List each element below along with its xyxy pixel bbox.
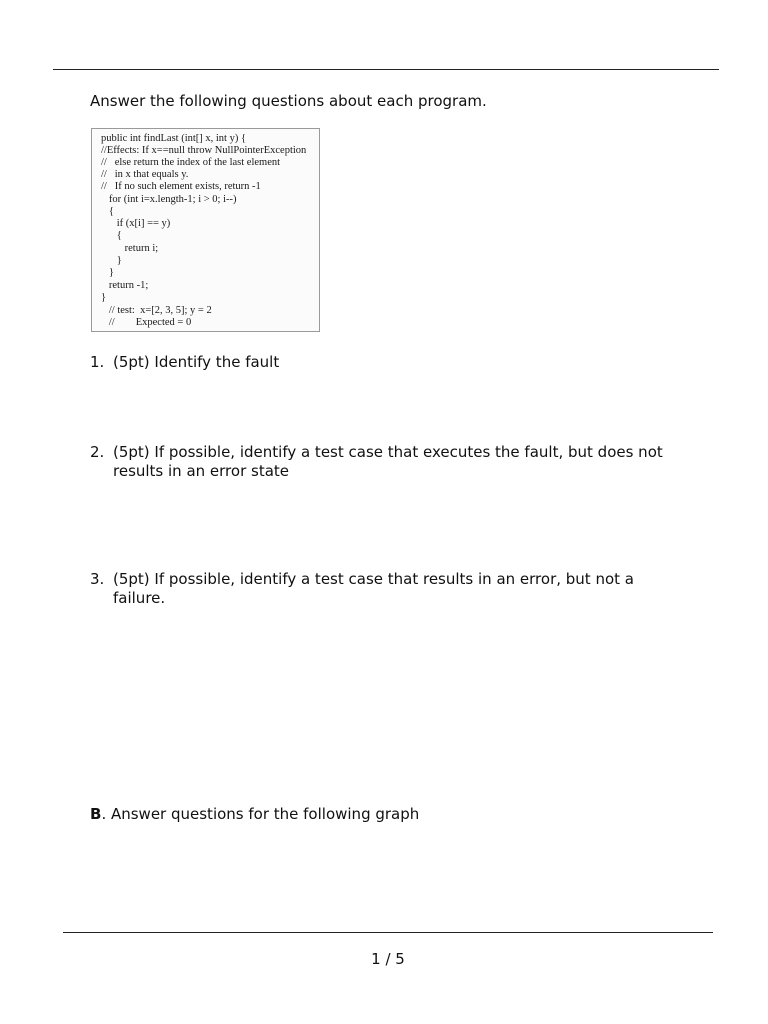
code-line: } [101,292,107,303]
code-line: // test: x=[2, 3, 5]; y = 2 [101,305,212,316]
footer-rule [63,932,713,933]
code-line: // in x that equals y. [101,169,189,180]
section-b-heading [90,805,419,823]
code-line: return -1; [101,280,149,291]
question-2 [90,443,680,480]
code-line: //Effects: If x==null throw NullPointerException [101,145,307,156]
question-number: 3. [90,570,105,588]
question-3 [90,570,680,607]
code-line: { [101,230,122,241]
question-1 [90,353,680,372]
question-number: 2. [90,443,105,461]
code-line: } [101,267,114,278]
code-line: // If no such element exists, return -1 [101,181,261,192]
code-line: return i; [101,243,159,254]
code-line: // Expected = 0 [101,317,192,328]
intro-text: Answer the following questions about each program. [90,92,487,110]
page-number: 1 / 5 [371,950,405,968]
section-b-letter: B [90,805,102,823]
header-rule [53,69,719,70]
code-line: // else return the index of the last element [101,157,281,168]
code-line: { [101,206,114,217]
question-text: (5pt) If possible, identify a test case that results in an error, but not a failure. [113,570,634,607]
code-line: public int findLast (int[] x, int y) { [101,133,247,144]
question-text: (5pt) Identify the fault [113,353,280,371]
section-b-text: . Answer questions for the following graph [101,805,420,823]
question-number: 1. [90,353,105,371]
code-line: for (int i=x.length-1; i > 0; i--) [101,194,237,205]
code-figure [91,128,320,332]
code-line: if (x[i] == y) [101,218,171,229]
question-text: (5pt) If possible, identify a test case that executes the fault, but does not results in an error state [113,443,663,480]
code-line: } [101,255,122,266]
